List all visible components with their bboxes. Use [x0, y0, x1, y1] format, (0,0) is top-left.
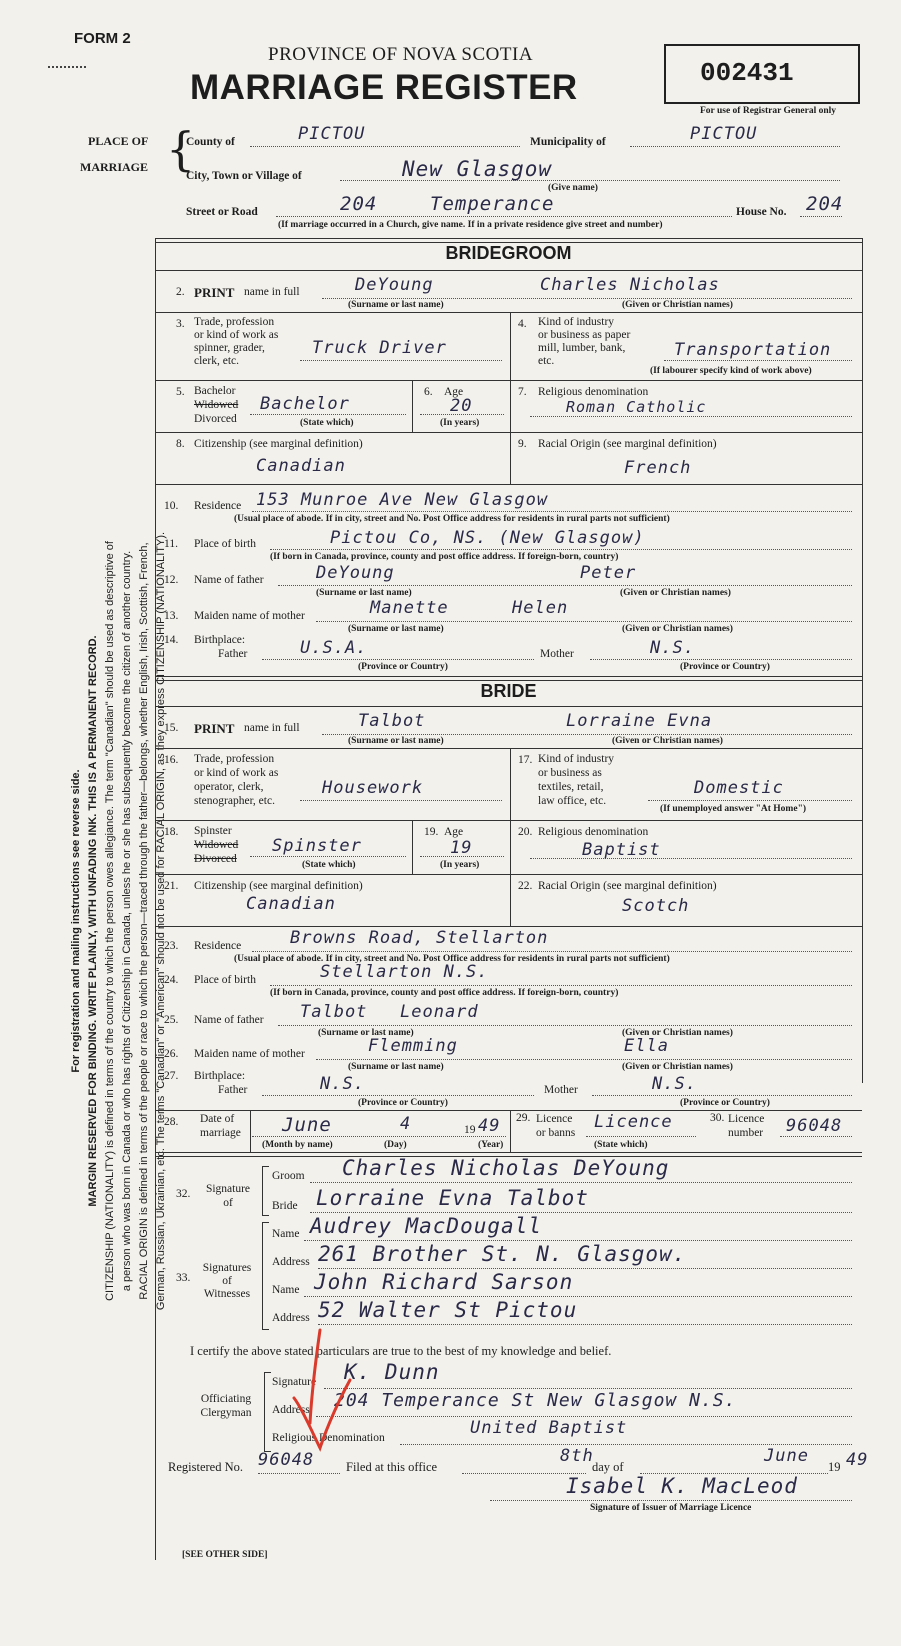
groom-industry-note: (If labourer specify kind of work above) [650, 366, 812, 376]
groom-residence-label: Residence [194, 500, 242, 512]
month-note: (Month by name) [262, 1140, 333, 1150]
bride-surname: Talbot [358, 711, 426, 731]
bride-given: Lorraine Evna [566, 711, 713, 731]
item-19-num: 19. [424, 826, 439, 838]
bride-citizenship: Canadian [246, 894, 336, 914]
bride-signature: Lorraine Evna Talbot [316, 1186, 589, 1210]
bride-father-given-note: (Given or Christian names) [622, 1028, 733, 1038]
give-name-note: (Give name) [548, 183, 598, 193]
bride-citizenship-label: Citizenship (see marginal definition) [194, 880, 363, 892]
groom-birth: Pictou Co, NS. (New Glasgow) [330, 528, 645, 548]
w1-address-label: Address [272, 1256, 310, 1268]
item-33-num: 33. [176, 1272, 191, 1284]
bride-section-title: BRIDE [480, 681, 537, 701]
bride-racial-label: Racial Origin (see marginal definition) [538, 880, 717, 892]
bride-surname-note: (Surname or last name) [348, 736, 444, 746]
witness1-address: 261 Brother St. N. Glasgow. [318, 1242, 687, 1266]
groom-mother-word: Mother [540, 648, 574, 660]
groom-mother-given-note: (Given or Christian names) [622, 624, 733, 634]
item-32-num: 32. [176, 1188, 191, 1200]
register-number: 002431 [700, 58, 794, 88]
witness-label: Signatures of Witnesses [202, 1262, 252, 1300]
street-number-value: 204 [340, 193, 378, 215]
margin-line-6: German, Russian, Ukrainian, etc. The terms "Canadian" or "American" should not be used for RACIAL ORIGIN, as they express CITIZENSHIP (NATIONALITY). [155, 531, 167, 1311]
item-6-num: 6. [424, 386, 433, 398]
groom-father-prov-note: (Province or Country) [358, 662, 448, 672]
clergy-signature-label: Signature [272, 1376, 317, 1388]
bride-birth: Stellarton N.S. [320, 962, 489, 982]
form-number: FORM 2 [74, 30, 131, 47]
item-10-num: 10. [164, 500, 179, 512]
groom-mother-surname: Manette [370, 598, 449, 618]
groom-birth-note: (If born in Canada, province, county and post office address. If foreign-born, country) [270, 552, 619, 562]
item-11-num: 11. [164, 538, 178, 550]
groom-father-label: Name of father [194, 574, 264, 586]
item-30-num: 30. [710, 1112, 725, 1124]
groom-racial: French [624, 458, 692, 478]
w1-name-label: Name [272, 1228, 300, 1240]
bride-mother-birthplace: N.S. [652, 1074, 697, 1094]
see-other-side: [SEE OTHER SIDE] [182, 1550, 268, 1560]
licence-type: Licence [594, 1112, 673, 1132]
clergy-religion-label: Religious Denomination [272, 1432, 385, 1444]
filed-month: June [764, 1446, 809, 1466]
bride-given-note: (Given or Christian names) [612, 736, 723, 746]
page-title: MARRIAGE REGISTER [190, 68, 578, 107]
groom-mother-birthplace: N.S. [650, 638, 695, 658]
groom-father-given-note: (Given or Christian names) [620, 588, 731, 598]
groom-print-label: PRINT [194, 285, 235, 300]
item-5-num: 5. [176, 386, 185, 398]
clergy-religion: United Baptist [470, 1418, 628, 1438]
bride-father-surname: Talbot [300, 1002, 368, 1022]
bride-religion-label: Religious denomination [538, 826, 649, 838]
bride-status: Spinster [272, 836, 362, 856]
bride-birth-label: Place of birth [194, 974, 256, 986]
filed-day: 8th [560, 1446, 594, 1466]
bride-residence: Browns Road, Stellarton [290, 928, 549, 948]
groom-father-surname: DeYoung [316, 563, 395, 583]
bride-mother-label: Maiden name of mother [194, 1048, 305, 1060]
bride-industry-note: (If unemployed answer "At Home") [660, 804, 807, 814]
issuer-signature: Isabel K. MacLeod [566, 1474, 798, 1498]
groom-signature: Charles Nicholas DeYoung [342, 1156, 670, 1180]
groom-mother-prov-note: (Province or Country) [680, 662, 770, 672]
place-of-label: PLACE OF [88, 134, 149, 148]
groom-industry-label: Kind of industry or business as paper mill, lumber, bank, etc. [538, 316, 631, 367]
item-15-num: 15. [164, 722, 179, 734]
bride-mother-given-note: (Given or Christian names) [622, 1062, 733, 1072]
margin-line-5: RACIAL ORIGIN is defined in terms of the people or race to which the person—traced through the father—belongs, whether English, Irish, Scottish, French, [138, 542, 150, 1300]
bride-age-label: Age [444, 826, 464, 838]
bride-industry: Domestic [694, 778, 784, 798]
groom-status-label: Bachelor Widowed Divorced [194, 385, 239, 425]
groom-father-birthplace: U.S.A. [300, 638, 368, 658]
groom-status: Bachelor [260, 394, 350, 414]
item-29-num: 29. [516, 1112, 531, 1124]
bride-mother-prov-note: (Province or Country) [680, 1098, 770, 1108]
bride-racial: Scotch [622, 896, 690, 916]
item-27-num: 27. [164, 1070, 179, 1082]
item-22-num: 22. [518, 880, 533, 892]
item-13-num: 13. [164, 610, 179, 622]
groom-sig-label: Groom [272, 1170, 305, 1182]
red-check-mark [290, 1328, 360, 1458]
w2-address-label: Address [272, 1312, 310, 1324]
marriage-label: MARRIAGE [80, 160, 148, 174]
bride-father-label: Name of father [194, 1014, 264, 1026]
pencil-mark [48, 66, 86, 68]
marriage-day: 4 [400, 1114, 412, 1134]
groom-residence: 153 Munroe Ave New Glasgow [256, 490, 549, 510]
licence-label: Licence or banns [536, 1113, 576, 1139]
item-9-num: 9. [518, 438, 527, 450]
bride-residence-label: Residence [194, 940, 242, 952]
street-value: Temperance [430, 193, 555, 215]
item-20-num: 20. [518, 826, 533, 838]
groom-mother-surname-note: (Surname or last name) [348, 624, 444, 634]
place-brace: { [166, 122, 196, 176]
groom-section-title: BRIDEGROOM [445, 243, 572, 263]
item-8-num: 8. [176, 438, 185, 450]
licence-state-which: (State which) [594, 1140, 648, 1150]
witness2-name: John Richard Sarson [314, 1270, 574, 1294]
item-18-num: 18. [164, 826, 179, 838]
bride-birthplace-label: Birthplace: [194, 1070, 246, 1082]
clergy-address: 204 Temperance St New Glasgow N.S. [334, 1390, 737, 1411]
groom-name-label: name in full [244, 286, 300, 298]
bride-print-label: PRINT [194, 721, 235, 736]
house-label: House No. [736, 206, 787, 218]
margin-line-2: MARGIN RESERVED FOR BINDING. WRITE PLAINLY, WITH UNFADING INK. THIS IS A PERMANENT RECORD. [87, 635, 99, 1207]
bride-residence-note: (Usual place of abode. If in city, street and No. Post Office address for residents in rural parts not sufficient) [234, 954, 670, 964]
item-17-num: 17. [518, 754, 533, 766]
item-16-num: 16. [164, 754, 179, 766]
item-26-num: 26. [164, 1048, 179, 1060]
licence-number-label: Licence number [728, 1113, 765, 1139]
registered-label: Registered No. [168, 1460, 243, 1474]
groom-given: Charles Nicholas [540, 275, 720, 295]
groom-age: 20 [450, 396, 473, 416]
filed-label: Filed at this office [346, 1460, 438, 1474]
bride-father-given: Leonard [400, 1002, 479, 1022]
item-21-num: 21. [164, 880, 179, 892]
year-note: (Year) [478, 1140, 504, 1150]
groom-citizenship: Canadian [256, 456, 346, 476]
groom-in-years: (In years) [440, 418, 480, 428]
item-3-num: 3. [176, 318, 185, 330]
witness1-name: Audrey MacDougall [310, 1214, 542, 1238]
municipality-value: PICTOU [690, 124, 758, 144]
groom-given-note: (Given or Christian names) [622, 300, 733, 310]
item-14-num: 14. [164, 634, 179, 646]
street-label: Street or Road [186, 206, 258, 218]
item-12-num: 12. [164, 574, 179, 586]
item-7-num: 7. [518, 386, 527, 398]
groom-state-which: (State which) [300, 418, 354, 428]
certify-text: I certify the above stated particulars are true to the best of my knowledge and belief. [190, 1344, 612, 1358]
county-label: County of [186, 136, 235, 148]
bride-trade: Housework [322, 778, 424, 798]
item-25-num: 25. [164, 1014, 179, 1026]
marriage-year: 49 [478, 1116, 501, 1136]
groom-father-given: Peter [580, 563, 637, 583]
groom-religion: Roman Catholic [566, 398, 707, 416]
officiating-label: Officiating Clergyman [200, 1393, 252, 1419]
registrar-note: For use of Registrar General only [700, 106, 837, 116]
sig-label: Signature of [205, 1183, 251, 1209]
groom-birth-label: Place of birth [194, 538, 256, 550]
clergy-signature: K. Dunn [344, 1360, 440, 1384]
bride-religion: Baptist [582, 840, 661, 860]
item-2-num: 2. [176, 286, 185, 298]
w2-name-label: Name [272, 1284, 300, 1296]
day-of-label: day of [592, 1460, 624, 1474]
groom-surname: DeYoung [355, 275, 434, 295]
city-value: New Glasgow [402, 157, 553, 181]
groom-age-label: Age [444, 386, 464, 398]
groom-religion-label: Religious denomination [538, 386, 649, 398]
groom-mother-given: Helen [512, 598, 569, 618]
item-4-num: 4. [518, 318, 527, 330]
bride-father-prov-note: (Province or Country) [358, 1098, 448, 1108]
bride-birth-note: (If born in Canada, province, county and post office address. If foreign-born, country) [270, 988, 619, 998]
marriage-year-prefix: 19 [464, 1124, 476, 1136]
bride-sig-label: Bride [272, 1200, 298, 1212]
bride-trade-label: Trade, profession or kind of work as operator, clerk, stenographer, etc. [194, 753, 279, 807]
bride-father-word: Father [218, 1084, 248, 1096]
item-28-num: 28. [164, 1116, 179, 1128]
county-value: PICTOU [298, 124, 366, 144]
witness2-address: 52 Walter St Pictou [318, 1298, 578, 1322]
groom-father-surname-note: (Surname or last name) [316, 588, 412, 598]
marriage-month: June [282, 1114, 332, 1136]
licence-number: 96048 [786, 1116, 843, 1136]
bride-mother-surname-note: (Surname or last name) [348, 1062, 444, 1072]
groom-trade: Truck Driver [312, 338, 447, 358]
bride-father-birthplace: N.S. [320, 1074, 365, 1094]
filed-year-prefix: 19 [828, 1460, 841, 1474]
issuer-label: Signature of Issuer of Marriage Licence [590, 1503, 752, 1513]
municipality-label: Municipality of [530, 136, 606, 148]
bride-name-label: name in full [244, 722, 300, 734]
margin-line-4: a person who was born in Canada or who has rights of Citizenship in Canada, unless he or she has subsequently become the citizen of another country. [121, 550, 133, 1292]
bride-mother-word: Mother [544, 1084, 578, 1096]
item-23-num: 23. [164, 940, 179, 952]
groom-racial-label: Racial Origin (see marginal definition) [538, 438, 717, 450]
bride-mother-given: Ella [624, 1036, 669, 1056]
groom-citizenship-label: Citizenship (see marginal definition) [194, 438, 363, 450]
city-label: City, Town or Village of [186, 170, 302, 182]
groom-surname-note: (Surname or last name) [348, 300, 444, 310]
province-title: PROVINCE OF NOVA SCOTIA [268, 44, 534, 65]
bride-status-label: Spinster Widowed Divorced [194, 825, 239, 865]
groom-trade-label: Trade, profession or kind of work as spinner, grader, clerk, etc. [194, 316, 279, 367]
bride-age: 19 [450, 838, 473, 858]
bride-father-surname-note: (Surname or last name) [318, 1028, 414, 1038]
bride-in-years: (In years) [440, 860, 480, 870]
bride-mother-surname: Flemming [368, 1036, 458, 1056]
day-note: (Day) [384, 1140, 407, 1150]
groom-birthplace-label: Birthplace: [194, 634, 246, 646]
groom-father-word: Father [218, 648, 248, 660]
date-label: Date of marriage [200, 1113, 241, 1139]
registered-number: 96048 [258, 1450, 315, 1470]
groom-mother-label: Maiden name of mother [194, 610, 305, 622]
house-value: 204 [806, 193, 844, 215]
item-24-num: 24. [164, 974, 179, 986]
bride-industry-label: Kind of industry or business as textiles, retail, law office, etc. [538, 753, 615, 807]
margin-line-3: CITIZENSHIP (NATIONALITY) is defined in terms of the country to which the person owes allegiance. The term "Canadian" should be used as descriptive of [104, 541, 116, 1301]
filed-year: 49 [846, 1450, 869, 1470]
groom-industry: Transportation [674, 340, 832, 360]
bride-state-which: (State which) [302, 860, 356, 870]
margin-line-1: For registration and mailing instructions see reverse side. [70, 769, 82, 1073]
street-note: (If marriage occurred in a Church, give name. If in a private residence give street and number) [278, 220, 663, 230]
groom-residence-note: (Usual place of abode. If in city, street and No. Post Office address for residents in rural parts not sufficient) [234, 514, 670, 524]
clergy-address-label: Address [272, 1404, 310, 1416]
